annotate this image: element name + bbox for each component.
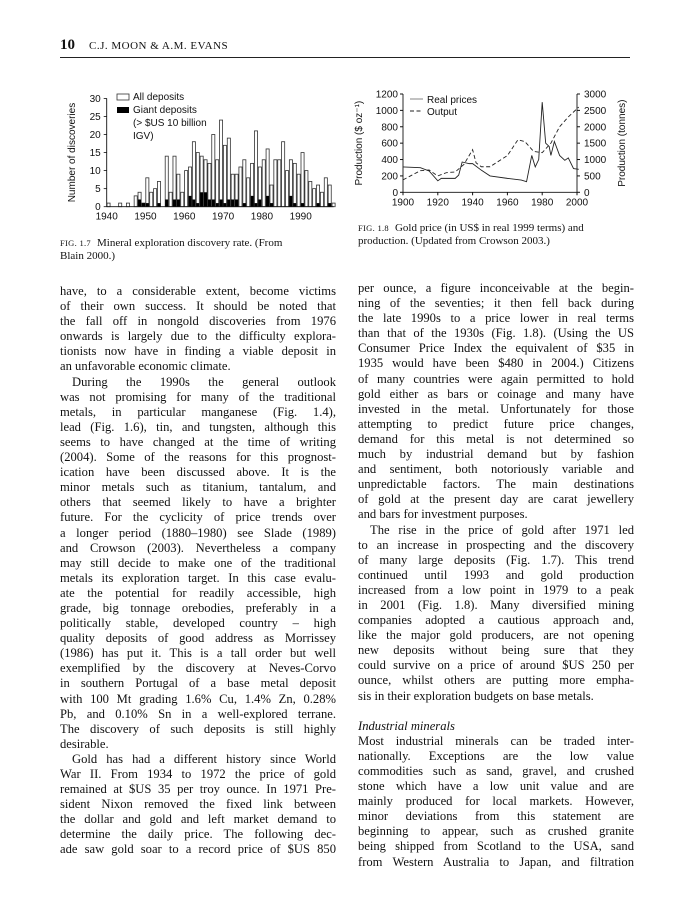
text-line: 1935 would have been $480 in 2004.) Citizens — [358, 356, 634, 371]
text-line: War II. From 1934 to 1972 the price of gold — [60, 767, 336, 781]
bar-all-deposits — [220, 120, 223, 207]
bar-giant-deposits — [251, 196, 254, 207]
text-line: minor metals such as titanium, tantalum, and — [60, 480, 336, 495]
caption-text: Gold price (in US$ in real 1999 terms) and — [394, 222, 584, 234]
x-tick-label: 1990 — [289, 211, 312, 223]
legend-label: Output — [427, 107, 458, 118]
y-tick-label: 0 — [392, 187, 398, 199]
text-line: nationally. Exceptions are the low value — [358, 748, 634, 763]
text-line: of many countries were again permitted to hold — [358, 371, 634, 386]
y-axis-label: Production ($ oz⁻¹) — [354, 100, 365, 186]
x-tick-label: 1940 — [95, 211, 118, 223]
text-line: new deposits without being sure that they — [358, 643, 634, 658]
text-line: and Crowson (2003). Nevertheless a company — [60, 540, 336, 555]
bar-giant-deposits — [223, 203, 226, 207]
y2-tick-label: 1000 — [584, 155, 607, 167]
bar-giant-deposits — [165, 199, 168, 206]
x-tick-label: 1920 — [426, 197, 449, 209]
bar-giant-deposits — [138, 199, 141, 206]
text-line: Consumer Price Index the equivalent of $35 in — [358, 341, 634, 356]
bar-all-deposits — [297, 174, 300, 206]
text-line: mainly produced for local markets. However, — [358, 794, 634, 809]
text-line: could survive on a price of around $US 250 per — [358, 658, 634, 673]
bar-giant-deposits — [235, 199, 238, 206]
text-line: determine the daily price. The following dec- — [60, 827, 336, 842]
y-tick-label: 1000 — [375, 105, 398, 117]
text-line: ication have been discussed above. It is the — [60, 465, 336, 480]
y-tick-label: 200 — [381, 171, 398, 183]
text-line: continued until 1993 and gold production — [358, 567, 634, 582]
y-tick-label: 30 — [89, 93, 101, 105]
y2-tick-label: 0 — [584, 187, 590, 199]
bar-giant-deposits — [231, 199, 234, 206]
text-line: Most industrial minerals can be traded inter- — [358, 733, 634, 748]
text-line: attempting to predict future price changes, — [358, 416, 634, 431]
text-line: invested in the metal. Unfortunately for those — [358, 401, 634, 416]
bar-all-deposits — [107, 203, 110, 207]
text-line: politically stable, developed country – high — [60, 616, 336, 631]
text-line: an unfavorable economic climate. — [60, 359, 231, 374]
bar-giant-deposits — [243, 203, 246, 207]
bar-giant-deposits — [293, 203, 296, 207]
text-line: was not promising for many of the traditional — [60, 389, 336, 404]
text-line: remained at $US 35 per troy ounce. In 1971 Pre- — [60, 782, 336, 797]
text-line: of many large deposits (Fig. 1.7). This trend — [358, 552, 634, 567]
text-line: minor deviations from this statement are — [358, 809, 634, 824]
text-line: grade, big tonnage orebodies, preferably in a — [60, 600, 336, 615]
bar-giant-deposits — [212, 199, 215, 206]
text-line: others that seemed likely to have a brighter — [60, 495, 336, 510]
y2-tick-label: 2000 — [584, 122, 607, 134]
text-line: the late 1990s to a price lower in real terms — [358, 311, 634, 326]
text-line: and sentiment, both notoriously variable and — [358, 462, 634, 477]
right-text-column — [358, 281, 634, 870]
bar-giant-deposits — [192, 199, 195, 206]
y-tick-label: 800 — [381, 122, 398, 134]
text-line: of their own success. It should be noted that — [60, 299, 336, 314]
text-line: ate the potential for readily accessible, high — [60, 585, 336, 600]
text-line: The rise in the price of gold after 1971 led — [370, 522, 634, 537]
text-line: the fall off in nongold discoveries from 1976 — [60, 314, 336, 329]
x-tick-label: 1960 — [173, 211, 196, 223]
text-line: from Western Australia to Japan, and filtration — [358, 854, 634, 869]
bar-all-deposits — [274, 160, 277, 207]
legend-label: (> $US 10 billion — [133, 118, 207, 129]
text-line: metals, in particular manganese (Fig. 1.4), — [60, 404, 336, 419]
text-line: in 2001 (Fig. 1.8). Many diversified mining — [358, 597, 634, 612]
text-line: Gold has had a different history since World — [72, 751, 336, 766]
bar-giant-deposits — [328, 203, 331, 207]
page-number: 10 — [60, 37, 75, 53]
bar-all-deposits — [169, 192, 172, 206]
bar-giant-deposits — [317, 203, 320, 207]
figure-1-7-caption — [60, 237, 340, 263]
y-tick-label: 10 — [89, 166, 101, 178]
bar-giant-deposits — [208, 199, 211, 206]
bar-all-deposits — [305, 171, 308, 207]
bar-all-deposits — [320, 192, 323, 206]
bar-all-deposits — [134, 196, 137, 207]
y-tick-label: 15 — [89, 148, 101, 160]
text-line: Pb, and 0.10% Sn in a well-explored terrane. — [60, 706, 336, 721]
bar-all-deposits — [192, 142, 195, 207]
y-tick-label: 0 — [95, 202, 101, 214]
text-line: metals its exploration target. In this case evalu- — [60, 570, 336, 585]
text-line: unpredictable factors. The main destinations — [358, 477, 634, 492]
y2-axis-label: Production (tonnes) — [617, 99, 628, 187]
bar-all-deposits — [196, 153, 199, 207]
figure-1-8-caption — [358, 222, 638, 248]
text-line: and bars for investment purposes. — [358, 507, 528, 522]
bar-giant-deposits — [146, 203, 149, 207]
text-line: sident Nixon removed the fixed link between — [60, 797, 336, 812]
bar-all-deposits — [243, 160, 246, 207]
bar-giant-deposits — [200, 192, 203, 206]
bar-all-deposits — [239, 167, 242, 207]
y2-tick-label: 500 — [584, 171, 601, 183]
bar-giant-deposits — [289, 196, 292, 207]
legend-label: IGV) — [133, 131, 154, 142]
bar-all-deposits — [324, 178, 327, 207]
running-header — [60, 36, 228, 54]
text-line: gold either as bars or coinage and many have — [358, 386, 634, 401]
text-line: ounce, whilst others are putting more empha- — [358, 673, 634, 688]
bar-all-deposits — [293, 163, 296, 206]
left-text-column — [60, 284, 336, 858]
bar-all-deposits — [157, 181, 160, 206]
y-tick-label: 25 — [89, 111, 101, 123]
bar-all-deposits — [247, 178, 250, 207]
text-line: than that of the 1930s (Fig. 1.8). (Using the US — [358, 326, 634, 341]
legend-label: Giant deposits — [133, 105, 197, 116]
y2-tick-label: 1500 — [584, 138, 607, 150]
legend-label: Real prices — [427, 95, 478, 106]
text-line: beginning to appear, such as crushed granite — [358, 824, 634, 839]
bar-giant-deposits — [270, 203, 273, 207]
text-line: in southern Portugal of a base metal deposit — [60, 676, 336, 691]
bar-all-deposits — [313, 189, 316, 207]
caption-text: Mineral exploration discovery rate. (From — [96, 237, 283, 249]
bar-all-deposits — [185, 171, 188, 207]
bar-giant-deposits — [220, 199, 223, 206]
bar-giant-deposits — [188, 196, 191, 207]
bar-all-deposits — [146, 178, 149, 207]
bar-giant-deposits — [142, 203, 145, 207]
text-line: sis in their exploration budgets on base metals. — [358, 688, 594, 703]
x-tick-label: 1980 — [250, 211, 274, 223]
text-line: tionists now have in finding a viable deposit in — [60, 344, 336, 359]
text-line: The discovery of such deposits is still highly — [60, 721, 336, 736]
figure-label: FIG. 1.8 — [358, 223, 389, 233]
bar-all-deposits — [285, 171, 288, 207]
text-line: being shipped from Scotland to the USA, sand — [358, 839, 634, 854]
bar-giant-deposits — [258, 199, 261, 206]
y2-tick-label: 3000 — [584, 89, 607, 101]
bar-giant-deposits — [266, 196, 269, 207]
bar-giant-deposits — [177, 199, 180, 206]
header-rule — [60, 57, 630, 58]
legend-swatch-giant — [117, 107, 129, 113]
bar-all-deposits — [223, 145, 226, 206]
text-line: demand for this metal is not determined so — [358, 431, 634, 446]
bar-all-deposits — [227, 138, 230, 207]
bar-all-deposits — [173, 156, 176, 207]
caption-text: production. (Updated from Crowson 2003.) — [358, 235, 550, 247]
bar-all-deposits — [332, 203, 335, 207]
text-line: onwards is largely due to the difficulty explora- — [60, 329, 336, 344]
text-line: seems to have changed at the time of writing — [60, 434, 336, 449]
text-line: exemplified by the discovery at Neves-Corvo — [60, 661, 336, 676]
text-line: lead (Fig. 1.6), tin, and tungsten, although this — [60, 419, 336, 434]
text-line — [358, 704, 634, 719]
bar-giant-deposits — [157, 203, 160, 207]
y-tick-label: 20 — [89, 130, 101, 141]
text-line: with 100 Mt grading 1.6% Cu, 1.4% Zn, 0.28% — [60, 691, 336, 706]
x-tick-label: 1970 — [211, 211, 235, 223]
bar-all-deposits — [212, 135, 215, 207]
text-line: have, to a considerable extent, become victims — [60, 284, 336, 298]
bar-giant-deposits — [216, 203, 219, 207]
figure-label: FIG. 1.7 — [60, 238, 91, 248]
text-line: of gold at the present day are carat jewellery — [358, 492, 634, 507]
x-tick-label: 1950 — [134, 211, 157, 223]
text-line: stone which have a low unit value and are — [358, 779, 634, 794]
y-tick-label: 5 — [95, 184, 101, 196]
bar-all-deposits — [282, 142, 285, 207]
text-line: ade saw gold soar to a record price of $US 850 — [60, 842, 336, 857]
text-line: may still decide to make one of the traditional — [60, 555, 336, 570]
y-axis-label: Number of discoveries — [67, 102, 78, 203]
running-header-authors: C.J. MOON & A.M. EVANS — [89, 40, 229, 52]
bar-all-deposits — [150, 192, 153, 206]
text-line: quality deposits of good address as Morrissey — [60, 631, 336, 646]
bar-all-deposits — [262, 160, 265, 207]
text-line: (2004). Some of the reasons for this prognost- — [60, 450, 336, 465]
legend-swatch-all — [117, 94, 129, 100]
bar-giant-deposits — [301, 203, 304, 207]
caption-text: Blain 2000.) — [60, 250, 115, 262]
bar-all-deposits — [181, 192, 184, 206]
text-line: like the major gold producers, are not opening — [358, 628, 634, 643]
y-tick-label: 600 — [381, 138, 398, 150]
text-line: per ounce, a figure inconceivable at the begin- — [358, 281, 634, 295]
bar-giant-deposits — [254, 203, 257, 207]
bar-all-deposits — [165, 156, 168, 207]
text-line: the dollar and gold and left market demand to — [60, 812, 336, 827]
text-line: to an increase in prospecting and the discovery — [358, 537, 634, 552]
bar-all-deposits — [126, 203, 129, 207]
bar-all-deposits — [301, 153, 304, 207]
x-tick-label: 1960 — [496, 197, 519, 209]
bar-giant-deposits — [173, 199, 176, 206]
y2-tick-label: 2500 — [584, 105, 607, 117]
text-line: desirable. — [60, 736, 109, 751]
bar-all-deposits — [119, 203, 122, 207]
x-tick-label: 1900 — [391, 197, 415, 209]
output-line — [403, 107, 579, 180]
x-tick-label: 2000 — [565, 197, 589, 209]
figure-1-7-bar-chart — [60, 85, 345, 230]
text-line: increased from a low point in 1979 to a peak — [358, 582, 634, 597]
bar-giant-deposits — [227, 199, 230, 206]
y-tick-label: 1200 — [375, 89, 398, 101]
x-tick-label: 1980 — [531, 197, 554, 209]
bar-all-deposits — [254, 131, 257, 207]
text-line: (1986) has put it. This is a tall order but well — [60, 646, 336, 661]
text-line: future. For the cyclicity of price trends over — [60, 510, 336, 525]
text-line: a longer period (1880–1980) see Slade (1989) — [60, 525, 336, 540]
text-line: companies adopted a cautious approach and, — [358, 613, 634, 628]
bar-giant-deposits — [196, 203, 199, 207]
bar-all-deposits — [309, 181, 312, 206]
bar-all-deposits — [154, 189, 157, 207]
legend-label: All deposits — [133, 92, 185, 103]
text-line: commodities such as sand, gravel, and crushed — [358, 764, 634, 778]
bar-giant-deposits — [204, 192, 207, 206]
y-tick-label: 400 — [381, 155, 398, 167]
text-line: ning of the seventies; it then fell back during — [358, 296, 634, 311]
figure-1-8-line-chart — [345, 85, 635, 215]
text-line: much by industrial demand but by fashion — [358, 447, 634, 462]
text-line: During the 1990s the general outlook — [72, 374, 336, 389]
bar-all-deposits — [216, 160, 219, 207]
x-tick-label: 1940 — [461, 197, 484, 209]
bar-all-deposits — [278, 160, 281, 207]
section-heading: Industrial minerals — [358, 718, 455, 733]
